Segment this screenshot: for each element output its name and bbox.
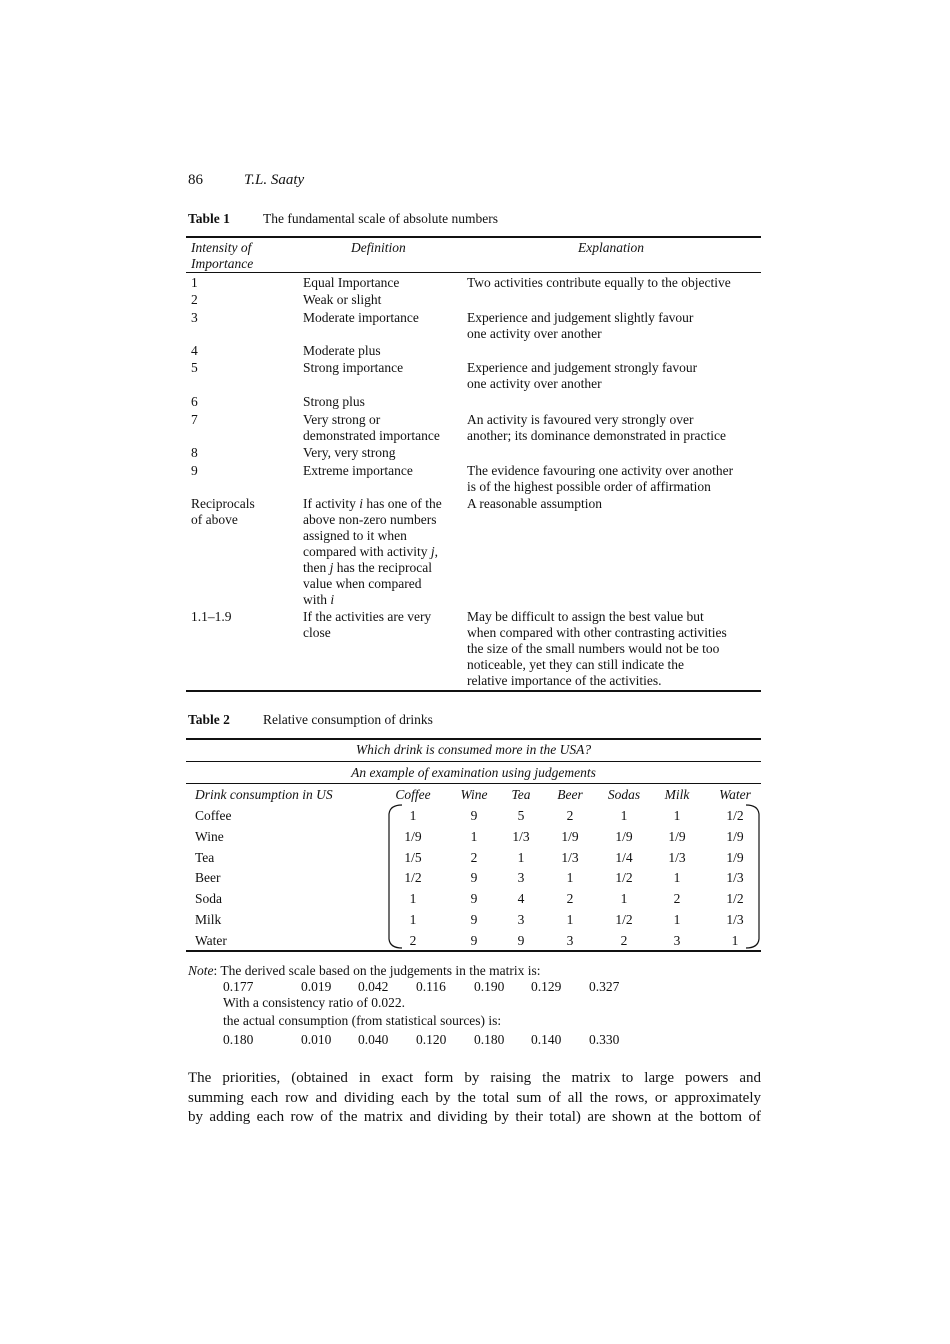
note-label: Note [188, 963, 214, 978]
table2-column-header: Wine [460, 787, 488, 802]
table2-question: Which drink is consumed more in the USA? [355, 742, 592, 757]
table1-definition: assigned to it when [303, 528, 407, 543]
table2-cell: 2 [566, 808, 574, 823]
paragraph-line-3: by adding each row of the matrix and dividing by their total) are shown at the bottom of [188, 1109, 761, 1125]
table2-rule-3 [186, 783, 761, 784]
table2-rule-2 [186, 761, 761, 762]
table2-cell: 1/3 [726, 870, 744, 886]
table1-intensity: Reciprocals [191, 496, 255, 511]
table2-cell: 4 [517, 891, 525, 907]
table1-top-rule [186, 236, 761, 238]
table1-explanation: noticeable, yet they can still indicate the [467, 657, 685, 672]
page-number: 86 [188, 172, 203, 188]
table2-cell: 9 [470, 932, 478, 948]
running-author: T.L. Saaty [244, 172, 305, 188]
table2-cell: 1 [409, 912, 417, 927]
table2-cell: 9 [470, 891, 478, 907]
table2-cell: 3 [517, 870, 525, 886]
table1-definition: If the activities are very [303, 609, 432, 624]
table1-definition: Moderate plus [303, 343, 381, 358]
table2-cell: 1/9 [404, 828, 422, 844]
table1-intensity: 1 [191, 275, 198, 290]
table2-row-label: Beer [195, 870, 221, 886]
table2-cell: 1 [566, 912, 574, 927]
table1-definition: with i [303, 592, 335, 607]
actual-value: 0.180 [474, 1032, 505, 1047]
table2-row-header: Drink consumption in US [195, 787, 333, 802]
table1-caption [188, 211, 499, 227]
table2-cell: 1 [673, 870, 681, 886]
table1-explanation: An activity is favoured very strongly over [467, 412, 694, 427]
table2-cell: 9 [470, 870, 478, 886]
note-text-1: : The derived scale based on the judgements in the matrix is: [213, 963, 541, 978]
table1-bottom-rule [186, 690, 761, 692]
table1-definition: value when compared [303, 576, 422, 591]
note-consistency: With a consistency ratio of 0.022. [223, 995, 406, 1010]
table2-cell: 1 [673, 808, 681, 823]
actual-value: 0.140 [531, 1032, 562, 1047]
table1-header-rule [186, 272, 761, 273]
table1-intensity: 3 [191, 310, 198, 325]
table1-explanation: when compared with other contrasting activities [467, 625, 727, 640]
table2-subtitle: An example of examination using judgements [351, 765, 596, 780]
table2-cell: 1/2 [404, 870, 422, 886]
paragraph-line-2: summing each row and dividing each by the total sum of all the rows, or approximately [188, 1089, 761, 1106]
derived-value: 0.042 [358, 979, 389, 994]
table1-col-explanation: Explanation [578, 240, 644, 255]
table1-explanation: another; its dominance demonstrated in practice [467, 428, 727, 443]
table2-column-header: Sodas [607, 787, 641, 802]
table2-cell: 3 [566, 932, 574, 948]
table2-column-header: Coffee [395, 787, 431, 802]
table2-cell: 2 [470, 849, 478, 865]
table2-cell: 1/2 [615, 912, 633, 927]
table2-cell: 1 [620, 808, 628, 823]
table1-label: Table 1 [188, 211, 230, 226]
table2-cell: 1 [470, 828, 478, 844]
note-actual-label: the actual consumption (from statistical sources) is: [223, 1013, 502, 1028]
table1-intensity: of above [191, 512, 238, 527]
table2-cell: 2 [566, 891, 574, 907]
table1-definition: compared with activity j, [303, 544, 438, 559]
table1-intensity: 5 [191, 360, 198, 375]
table2-cell: 1/9 [561, 828, 579, 844]
table1-definition: above non-zero numbers [303, 512, 437, 527]
table1-explanation: Experience and judgement slightly favour [467, 310, 694, 325]
body-paragraph [188, 1069, 761, 1128]
table1-explanation: one activity over another [467, 376, 602, 391]
table2-cell: 1/3 [726, 912, 744, 927]
table2-cell: 2 [620, 932, 628, 948]
derived-value: 0.327 [589, 979, 620, 994]
table1-col-definition: Definition [351, 240, 406, 255]
table1-intensity: 9 [191, 463, 198, 478]
table1-explanation: May be difficult to assign the best value but [467, 609, 704, 624]
table1-explanation: The evidence favouring one activity over another [467, 463, 734, 478]
table2-row-label: Tea [195, 849, 215, 865]
table2-cell: 1 [566, 870, 574, 886]
table2-cell: 1 [620, 891, 628, 907]
table1-col-intensity-2: Importance [191, 256, 254, 271]
table2-cell: 1/4 [615, 849, 633, 865]
table1-explanation: Two activities contribute equally to the objective [467, 275, 731, 290]
table2-cell: 1 [409, 808, 417, 823]
table1-definition: demonstrated importance [303, 428, 440, 443]
table2-cell: 1/9 [668, 828, 686, 844]
table2-cell: 1/9 [615, 828, 633, 844]
table1-explanation: Experience and judgement strongly favour [467, 360, 698, 375]
table1-intensity: 1.1–1.9 [191, 609, 232, 624]
table1-col-intensity-1: Intensity of [191, 240, 252, 255]
table1-definition: Weak or slight [303, 292, 382, 307]
table2-cell: 9 [517, 932, 525, 948]
table1-explanation: is of the highest possible order of affirmation [467, 479, 711, 494]
table2-top-rule [186, 738, 761, 740]
table1-intensity: 6 [191, 394, 198, 409]
table2-cell: 2 [409, 932, 417, 948]
table2-row-label: Milk [195, 912, 222, 927]
table2-cell: 2 [673, 891, 681, 907]
derived-value: 0.129 [531, 979, 562, 994]
table2-cell: 1 [517, 849, 525, 865]
actual-value: 0.010 [301, 1032, 332, 1047]
table2-cell: 1/9 [726, 849, 744, 865]
table2-column-header: Milk [664, 787, 690, 802]
table2-row-label: Soda [195, 891, 222, 907]
derived-value: 0.177 [223, 979, 254, 994]
table2-cell: 1/2 [726, 891, 744, 907]
table2-title: Relative consumption of drinks [263, 712, 433, 727]
table2-cell: 9 [470, 808, 478, 823]
table1-explanation: A reasonable assumption [467, 496, 602, 511]
table1-intensity: 2 [191, 292, 198, 307]
table1-definition: If activity i has one of the [303, 496, 442, 511]
table2-column-header: Beer [557, 787, 583, 802]
table2-cell: 1/2 [726, 808, 744, 823]
table1-definition: Extreme importance [303, 463, 413, 478]
table2-row-label: Water [195, 932, 227, 948]
table2-column-header: Water [719, 787, 751, 802]
table1-intensity: 7 [191, 412, 198, 427]
table2-cell: 1/3 [512, 828, 530, 844]
actual-value: 0.180 [223, 1032, 254, 1047]
table2-cell: 5 [517, 808, 525, 823]
table1-definition: Strong importance [303, 360, 404, 375]
table1-explanation: one activity over another [467, 326, 602, 341]
table2-cell: 1/9 [726, 828, 744, 844]
table1-definition: Equal Importance [303, 275, 400, 290]
table2-cell: 1/3 [561, 849, 579, 865]
table1-definition: Moderate importance [303, 310, 419, 325]
table2-cell: 1/3 [668, 849, 686, 865]
table1-definition: Very strong or [303, 412, 381, 427]
table1-definition: then j has the reciprocal [303, 560, 432, 575]
table1-explanation: relative importance of the activities. [467, 673, 662, 688]
table2-cell: 1/2 [615, 870, 633, 886]
table1-definition: close [303, 625, 331, 640]
table2-cell: 1 [409, 891, 417, 907]
table2-cell: 1 [731, 932, 739, 948]
derived-value: 0.019 [301, 979, 332, 994]
paragraph-line-1: The priorities, (obtained in exact form by raising the matrix to large powers and [188, 1070, 761, 1086]
table2-cell: 3 [673, 932, 681, 948]
table1-title: The fundamental scale of absolute numbers [263, 211, 499, 226]
table2-cell: 1/5 [404, 849, 422, 865]
derived-value: 0.190 [474, 979, 505, 994]
table2-matrix [186, 787, 761, 952]
table1-definition: Strong plus [303, 394, 365, 409]
actual-value: 0.330 [589, 1032, 620, 1047]
table1-intensity: 4 [191, 343, 198, 358]
table1-explanation: the size of the small numbers would not be too [467, 641, 720, 656]
derived-value: 0.116 [416, 979, 446, 994]
table2-cell: 9 [470, 912, 478, 927]
note-line-1 [188, 963, 541, 979]
table2-cell: 3 [517, 912, 525, 927]
actual-value: 0.040 [358, 1032, 389, 1047]
table1-definition: Very, very strong [303, 445, 396, 460]
table2-row-label: Wine [195, 828, 224, 844]
table2-label: Table 2 [188, 712, 230, 727]
table2-row-label: Coffee [195, 808, 232, 823]
table2-caption [188, 712, 433, 728]
table2-cell: 1 [673, 912, 681, 927]
table2-column-header: Tea [511, 787, 531, 802]
table1-intensity: 8 [191, 445, 198, 460]
actual-value: 0.120 [416, 1032, 447, 1047]
